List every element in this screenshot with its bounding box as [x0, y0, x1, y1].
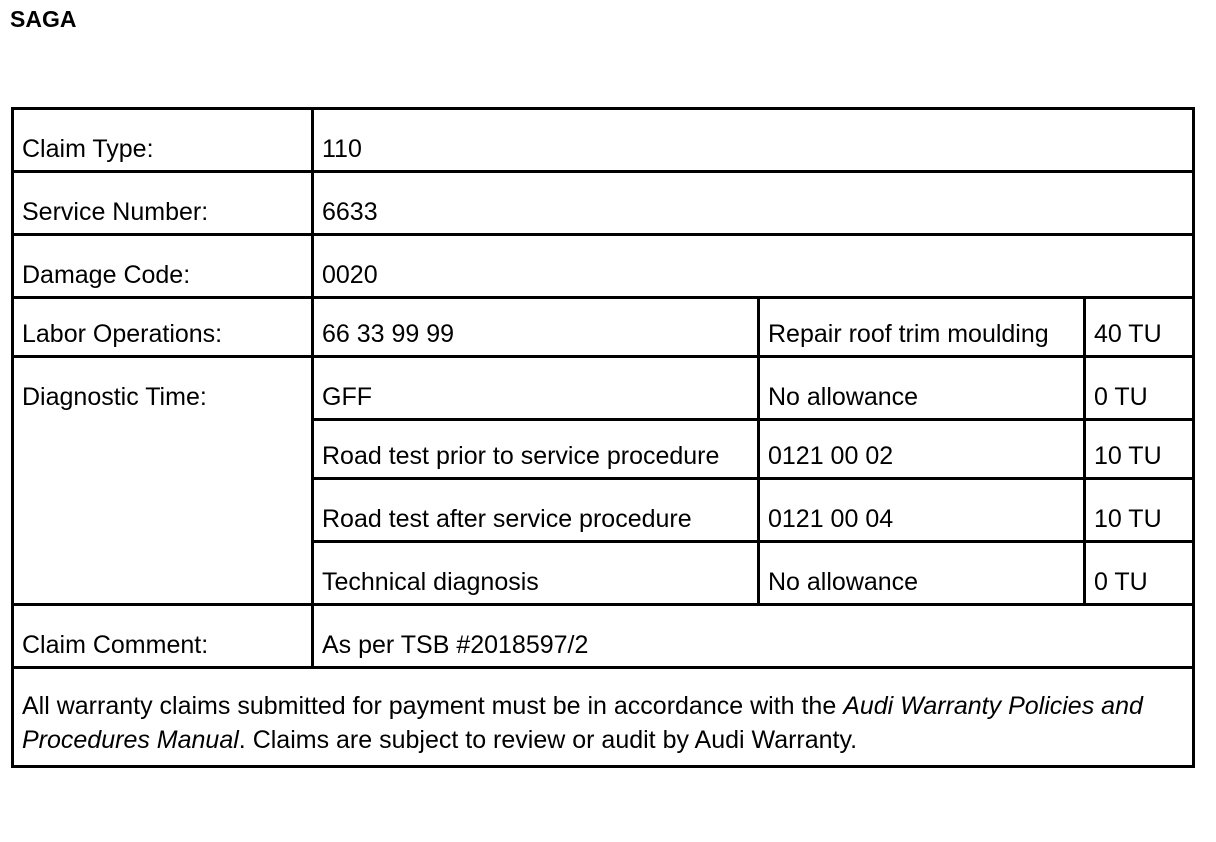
diagnostic-code: No allowance: [759, 542, 1085, 605]
service-number-value: 6633: [313, 172, 1194, 235]
row-footer: [13, 668, 1194, 767]
damage-code-label: Damage Code:: [13, 235, 313, 298]
diagnostic-code: 0121 00 04: [759, 479, 1085, 542]
diagnostic-description: GFF: [313, 357, 759, 420]
damage-code-value: 0020: [313, 235, 1194, 298]
claim-type-label: Claim Type:: [13, 109, 313, 172]
diagnostic-time-value: 0 TU: [1085, 542, 1194, 605]
row-claim-comment: [13, 605, 1194, 668]
warranty-notice: [13, 668, 1194, 767]
row-diagnostic-gff: [13, 357, 1194, 420]
diagnostic-time-value: 10 TU: [1085, 479, 1194, 542]
labor-operations-code: 66 33 99 99: [313, 298, 759, 357]
claim-type-value: 110: [313, 109, 1194, 172]
diagnostic-time-value: 0 TU: [1085, 357, 1194, 420]
service-number-label: Service Number:: [13, 172, 313, 235]
labor-operations-label: Labor Operations:: [13, 298, 313, 357]
warranty-notice-text-1: All warranty claims submitted for payment must be in accordance with the: [22, 692, 844, 720]
warranty-notice-text-2: . Claims are subject to review or audit by Audi Warranty.: [238, 726, 858, 754]
row-service-number: [13, 172, 1194, 235]
claim-comment-value: As per TSB #2018597/2: [313, 605, 1194, 668]
page-title: SAGA: [10, 6, 77, 32]
diagnostic-code: 0121 00 02: [759, 420, 1085, 479]
diagnostic-description: Road test after service procedure: [313, 479, 759, 542]
claim-table: [11, 107, 1195, 768]
diagnostic-time-value: 10 TU: [1085, 420, 1194, 479]
diagnostic-time-label: Diagnostic Time:: [13, 357, 313, 605]
labor-operations-description: Repair roof trim moulding: [759, 298, 1085, 357]
row-damage-code: [13, 235, 1194, 298]
claim-comment-label: Claim Comment:: [13, 605, 313, 668]
labor-operations-time: 40 TU: [1085, 298, 1194, 357]
row-labor-operations: [13, 298, 1194, 357]
diagnostic-code: No allowance: [759, 357, 1085, 420]
diagnostic-description: Technical diagnosis: [313, 542, 759, 605]
diagnostic-description: Road test prior to service procedure: [313, 420, 759, 479]
warranty-manual-title: Audi Warranty Policies and Procedures Manual: [22, 692, 1143, 754]
row-claim-type: [13, 109, 1194, 172]
